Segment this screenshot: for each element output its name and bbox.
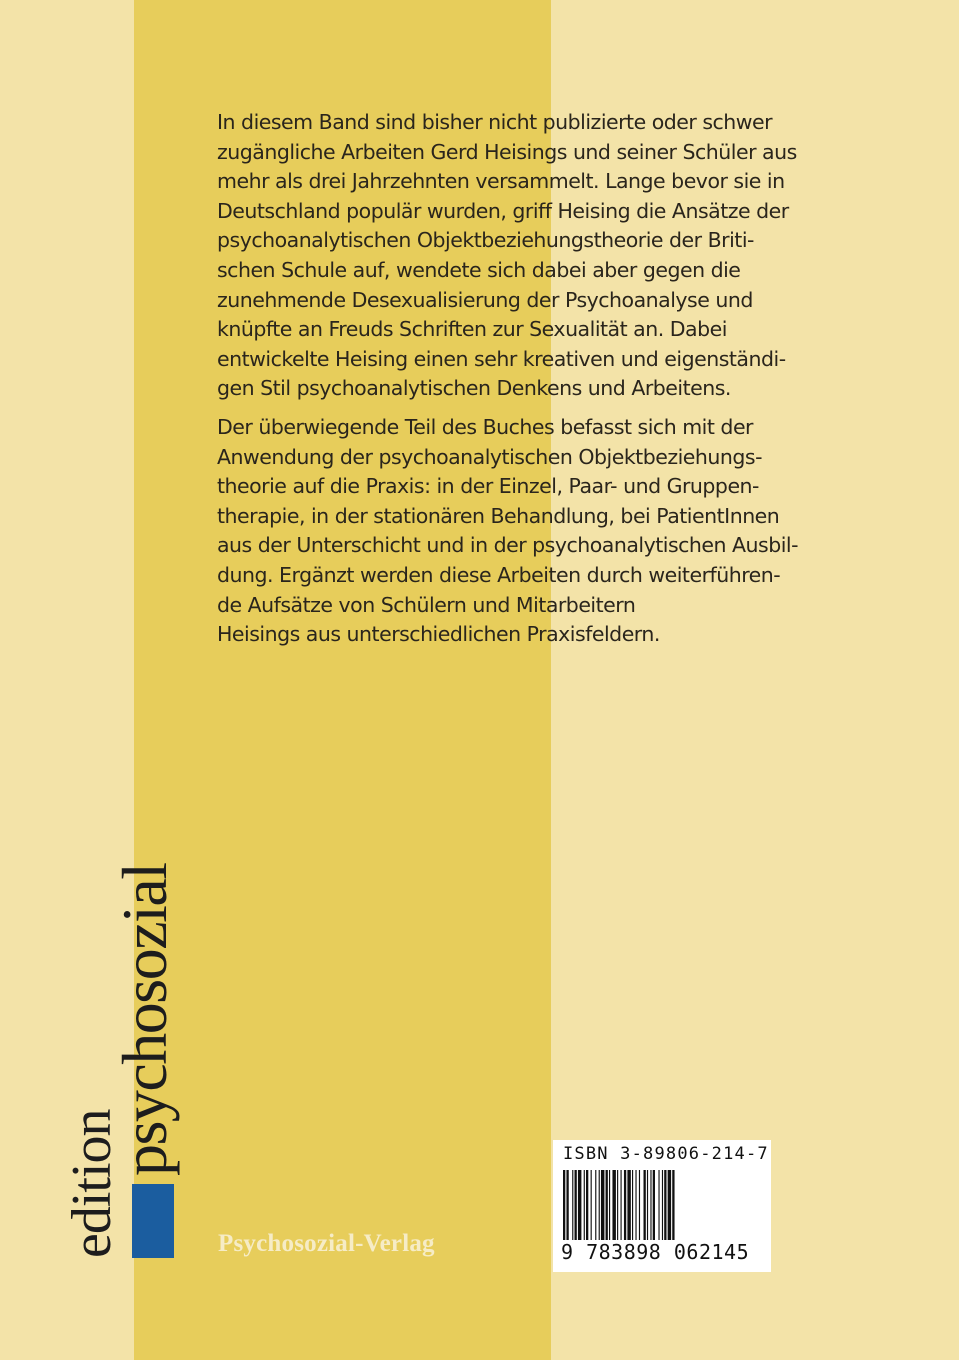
blurb-line: mehr als drei Jahrzehnten versammelt. Lange bevor sie in	[217, 169, 785, 194]
isbn-label: ISBN 3-89806-214-7	[563, 1144, 769, 1164]
blurb-line: zunehmende Desexualisierung der Psychoanalyse und	[217, 287, 753, 312]
blurb-line: gen Stil psychoanalytischen Denkens und Arbeitens.	[217, 376, 731, 401]
series-edition-word: edition	[61, 1109, 123, 1258]
blurb-line: zugängliche Arbeiten Gerd Heisings und seiner Schüler aus	[217, 139, 797, 164]
blurb-line: Anwendung der psychoanalytischen Objektbeziehungs-	[217, 444, 762, 469]
blurb-line: psychoanalytischen Objektbeziehungstheorie der Briti-	[217, 228, 754, 253]
ean-digits: 9 783898 062145	[561, 1240, 761, 1264]
blurb-line: therapie, in der stationären Behandlung, bei PatientInnen	[217, 503, 780, 528]
publisher-name: Psychosozial-Verlag	[218, 1230, 435, 1257]
blurb-line: knüpfte an Freuds Schriften zur Sexualität an. Dabei	[217, 317, 727, 342]
blurb-line: Der überwiegende Teil des Buches befasst sich mit der	[217, 414, 753, 439]
blurb-line: dung. Ergänzt werden diese Arbeiten durch weiterführen-	[217, 562, 781, 587]
blurb-line: de Aufsätze von Schülern und Mitarbeitern	[217, 592, 636, 617]
blurb-line: Heisings aus unterschiedlichen Praxisfeldern.	[217, 622, 660, 647]
blurb-line: Deutschland populär wurden, griff Heising die Ansätze der	[217, 198, 789, 223]
paragraph-gap	[217, 404, 807, 413]
series-logo	[61, 818, 180, 1258]
back-cover-blurb	[217, 108, 807, 650]
barcode-box	[553, 1140, 771, 1272]
logo-accent-bar	[132, 1184, 174, 1258]
blurb-line: aus der Unterschicht und in der psychoanalytischen Ausbil-	[217, 533, 799, 558]
series-name: psychosozial	[109, 863, 180, 1176]
blurb-line: schen Schule auf, wendete sich dabei aber gegen die	[217, 257, 741, 282]
blurb-line: theorie auf die Praxis: in der Einzel, Paar- und Gruppen-	[217, 474, 759, 499]
blurb-line: entwickelte Heising einen sehr kreativen und eigenständi-	[217, 346, 786, 371]
blurb-line: In diesem Band sind bisher nicht publizierte oder schwer	[217, 110, 773, 134]
